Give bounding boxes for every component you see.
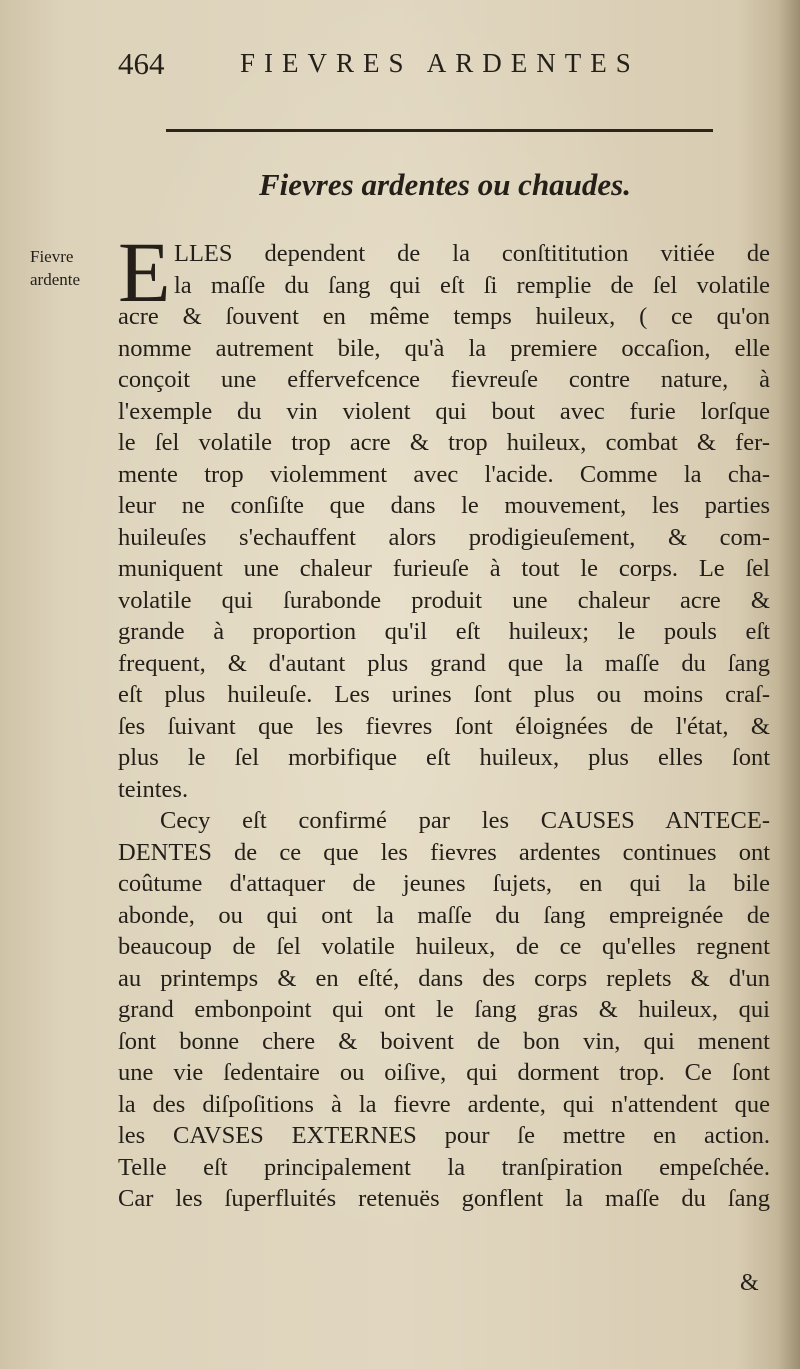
section-title: Fievres ardentes ou chaudes. [259,167,631,202]
text-line: eſt plus huileuſe. Les urines ſont plus ou moins craſ- [118,681,770,708]
text-line: abonde, ou qui ont la maſſe du ſang empreignée de [118,901,770,929]
text-line: Cecy eſt confirmé par les CAUSES ANTECE- [160,807,770,834]
page-number: 464 [118,46,165,81]
text-line: huileuſes s'echauffent alors prodigieuſement, & com- [118,523,770,551]
margin-note [30,245,110,291]
text-line: teintes. [118,775,189,803]
text-line: plus le ſel morbifique eſt huileux, plus elles ſont [118,744,770,771]
text-line: grand embonpoint qui ont le ſang gras & huileux, qui [118,996,770,1023]
text-line: l'exemple du vin violent qui bout avec furie lorſque [118,397,770,425]
text-line: mente trop violemment avec l'acide. Comme la cha- [118,460,770,488]
drop-cap: E [118,224,171,320]
text-line: grande à proportion qu'il eſt huileux; le pouls eſt [118,618,770,645]
text-line: Car les ſuperfluités retenuës gonflent la maſſe du ſang [118,1185,770,1212]
text-line: muniquent une chaleur furieuſe à tout le corps. Le ſel [118,555,770,582]
text-line: ſont bonne chere & boivent de bon vin, qui menent [118,1027,770,1055]
text-line: au printemps & en eſté, dans des corps replets & d'un [118,964,770,992]
running-title: FIEVRES ARDENTES [240,48,640,78]
margin-note-line: ardente [30,270,81,289]
text-line: la maſſe du ſang qui eſt ſi remplie de ſel volatile [174,271,770,299]
header-rule [166,129,713,132]
text-line: Telle eſt principalement la tranſpiration empeſchée. [118,1153,770,1181]
text-line: coûtume d'attaquer de jeunes ſujets, en qui la bile [118,870,770,897]
running-head [118,40,718,88]
text-line: frequent, & d'autant plus grand que la maſſe du ſang [118,649,770,677]
margin-note-line: Fievre [30,247,74,266]
body-text [118,224,770,1215]
text-line: ſes ſuivant que les fievres ſont éloignées de l'état, & [118,712,770,740]
text-line: volatile qui ſurabonde produit une chaleur acre & [118,586,770,614]
catchword: & [740,1270,759,1296]
text-line: le ſel volatile trop acre & trop huileux, combat & fer- [118,429,770,456]
text-line: LLES dependent de la conſtititution vitiée de [174,240,770,267]
text-line: nomme autrement bile, qu'à la premiere occaſion, elle [118,334,770,362]
text-line: beaucoup de ſel volatile huileux, de ce qu'elles regnent [118,933,770,960]
text-line: acre & ſouvent en même temps huileux, ( ce qu'on [118,303,770,330]
page-edge-shadow [778,0,800,1369]
text-line: une vie ſedentaire ou oiſive, qui dorment trop. Ce ſont [118,1059,770,1086]
text-line: conçoit une effervefcence fievreuſe contre nature, à [118,366,770,393]
text-line: leur ne conſiſte que dans le mouvement, les parties [118,492,770,519]
text-line: DENTES de ce que les fievres ardentes continues ont [118,838,770,866]
text-line: la des diſpoſitions à la fievre ardente, qui n'attendent que [118,1090,770,1118]
text-line: les CAVSES EXTERNES pour ſe mettre en action. [118,1122,770,1149]
